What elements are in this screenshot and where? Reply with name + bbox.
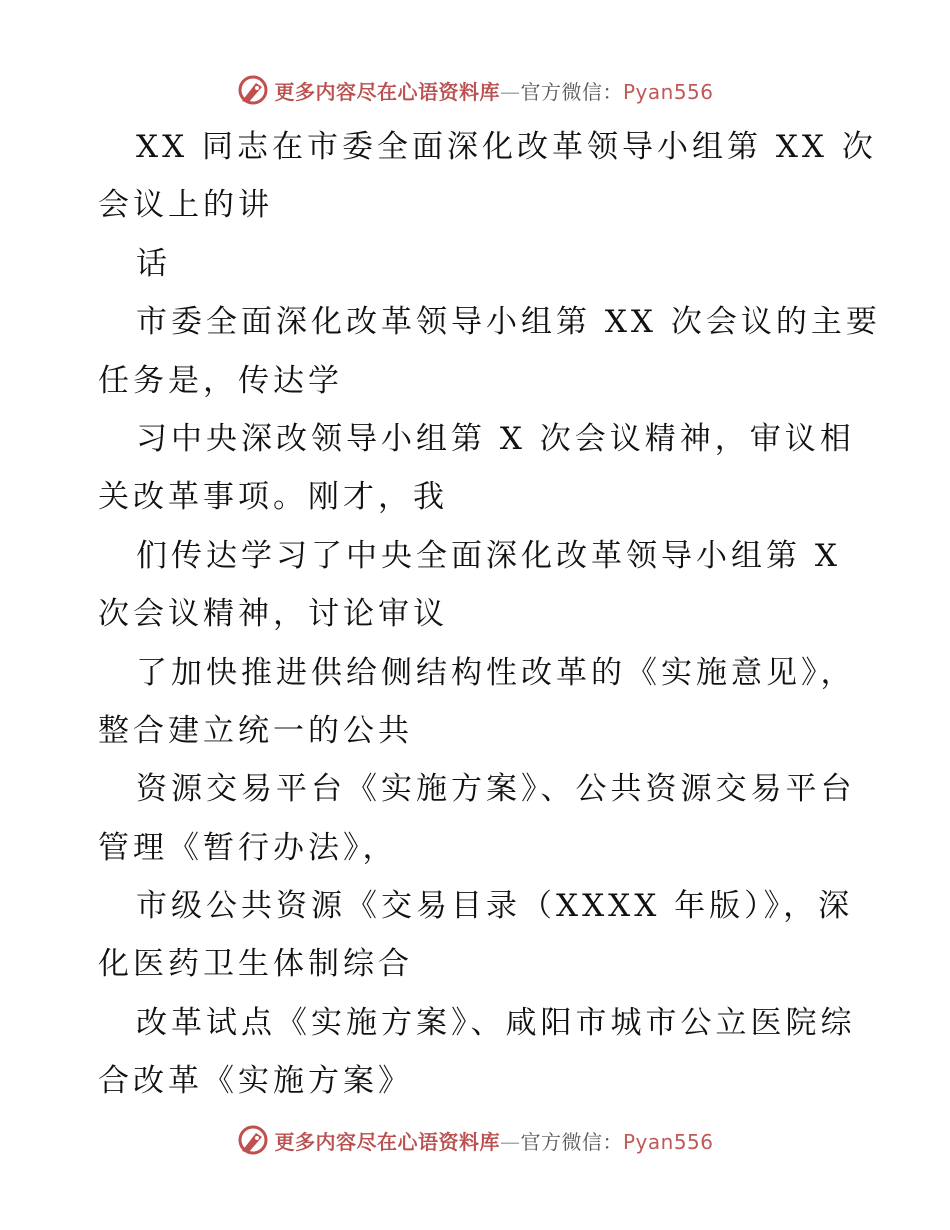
banner-separator: — [499,79,521,104]
paragraph-line: 次会议精神，讨论审议 [98,596,448,633]
pen-logo-icon [236,73,270,107]
footer-banner [0,1120,950,1160]
title-line-1: XX 同志在市委全面深化改革领导小组第 XX 次 [136,129,877,165]
pen-logo-icon [236,1123,270,1157]
paragraph-line: 化医药卫生体制综合 [98,946,413,983]
banner-separator: — [499,1129,521,1154]
paragraph-line: 合改革《实施方案》 [98,1063,413,1100]
banner-slogan: 更多内容尽在心语资料库 [274,79,500,104]
paragraph-line: 关改革事项。刚才，我 [98,479,448,516]
paragraph-line: 习中央深改领导小组第 X 次会议精神，审议相 [136,420,855,457]
title-line-2: 会议上的讲 [98,187,273,224]
banner-official-label: 官方微信： [520,1129,623,1154]
paragraph-line: 市委全面深化改革领导小组第 XX 次会议的主要 [136,304,881,341]
banner-text [274,1126,713,1155]
paragraph-line: 资源交易平台《实施方案》、公共资源交易平台 [136,771,856,808]
title-line-3: 话 [136,245,171,282]
paragraph-line: 了加快推进供给侧结构性改革的《实施意见》， [136,654,856,691]
paragraph-line: 整合建立统一的公共 [98,712,413,749]
banner-account: Pyan556 [622,1129,714,1154]
paragraph-line: 们传达学习了中央全面深化改革领导小组第 X [136,537,841,574]
paragraph-line: 任务是，传达学 [98,362,343,399]
paragraph-line: 市级公共资源《交易目录（XXXX 年版）》，深 [136,888,854,925]
header-banner [0,70,950,110]
banner-slogan: 更多内容尽在心语资料库 [274,1129,500,1154]
document-body [98,118,881,1111]
banner-official-label: 官方微信： [520,79,623,104]
banner-account: Pyan556 [622,79,714,104]
banner-text [274,76,713,105]
paragraph-line: 改革试点《实施方案》、咸阳市城市公立医院综 [136,1004,856,1041]
paragraph-line: 管理《暂行办法》， [98,829,398,866]
